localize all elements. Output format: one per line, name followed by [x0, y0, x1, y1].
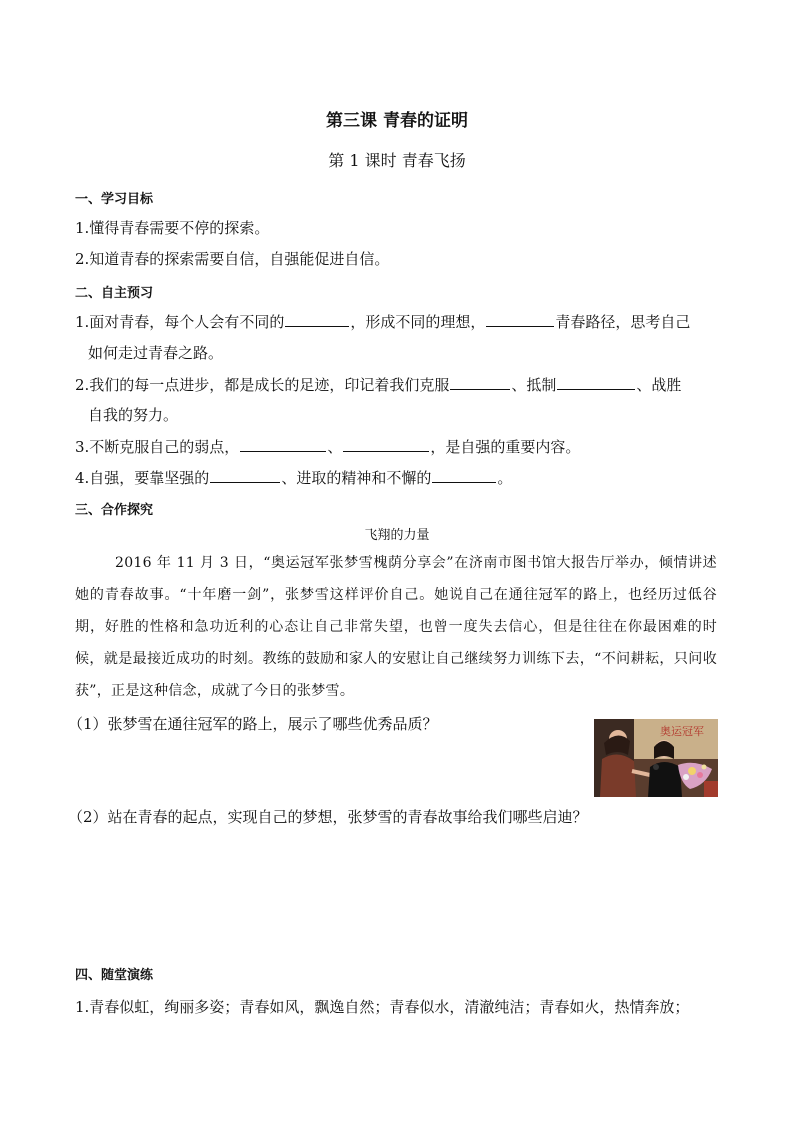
- page-subtitle: 第 1 课时 青春飞扬: [328, 151, 466, 170]
- preview-question-3: 3.不断克服自己的弱点， 、 ，是自强的重要内容。: [75, 438, 581, 456]
- answer-blank[interactable]: [486, 325, 554, 327]
- explore-question-1: （1）张梦雪在通往冠军的路上，展示了哪些优秀品质？: [68, 715, 438, 733]
- answer-blank[interactable]: [450, 388, 510, 390]
- athlete-photo: [594, 719, 718, 797]
- page-title: 第三课 青春的证明: [326, 111, 468, 131]
- answer-blank[interactable]: [432, 481, 496, 483]
- preview-question-2: 2.我们的每一点进步，都是成长的足迹，印记着我们克服 、抵制 、战胜: [75, 376, 682, 394]
- story-title: 飞翔的力量: [364, 528, 430, 543]
- section-heading-practice: 四、随堂演练: [75, 968, 154, 983]
- preview-question-1: 1.面对青春，每个人会有不同的 ，形成不同的理想， 青春路径，思考自己: [75, 313, 691, 331]
- preview-question-1-cont: 如何走过青春之路。: [88, 344, 224, 362]
- photo-illustration: [594, 719, 718, 797]
- preview-question-4: 4.自强，要靠坚强的 、进取的精神和不懈的 。: [75, 469, 513, 487]
- explore-question-2: （2）站在青春的起点，实现自己的梦想，张梦雪的青春故事给我们哪些启迪？: [68, 808, 588, 826]
- answer-blank[interactable]: [240, 450, 326, 452]
- goal-item-2: 2.知道青春的探索需要自信，自强能促进自信。: [75, 250, 390, 268]
- practice-question-1: 1.青春似虹，绚丽多姿；青春如风，飘逸自然；青春似水，清澈纯洁；青春如火，热情奔放；: [75, 998, 690, 1016]
- story-paragraph: 2016 年 11 月 3 日，“奥运冠军张梦雪槐荫分享会”在济南市图书馆大报告厅举办，倾情讲述她的青春故事。“十年磨一剑”，张梦雪这样评价自己。她说自己在通往冠军的路上，也经历过低谷期，好胜的性格和急功近利的心态让自己非常失望，也曾一度失去信心，但是往往在你最困难的时候，就是最接近成功的时刻。教练的鼓励和家人的安慰让自己继续努力训练下去，“不问耕耘，只问收获”，正是这种信念，成就了今日的张梦雪。: [75, 555, 717, 699]
- answer-blank[interactable]: [557, 388, 635, 390]
- photo-banner-text: 奥运冠军: [660, 725, 704, 738]
- goal-item-1: 1.懂得青春需要不停的探索。: [75, 219, 270, 237]
- answer-blank[interactable]: [210, 481, 280, 483]
- answer-blank[interactable]: [343, 450, 429, 452]
- answer-blank[interactable]: [285, 325, 349, 327]
- section-heading-preview: 二、自主预习: [75, 286, 154, 301]
- section-heading-goals: 一、学习目标: [75, 192, 154, 207]
- section-heading-explore: 三、合作探究: [75, 503, 154, 518]
- preview-question-2-cont: 自我的努力。: [88, 406, 179, 424]
